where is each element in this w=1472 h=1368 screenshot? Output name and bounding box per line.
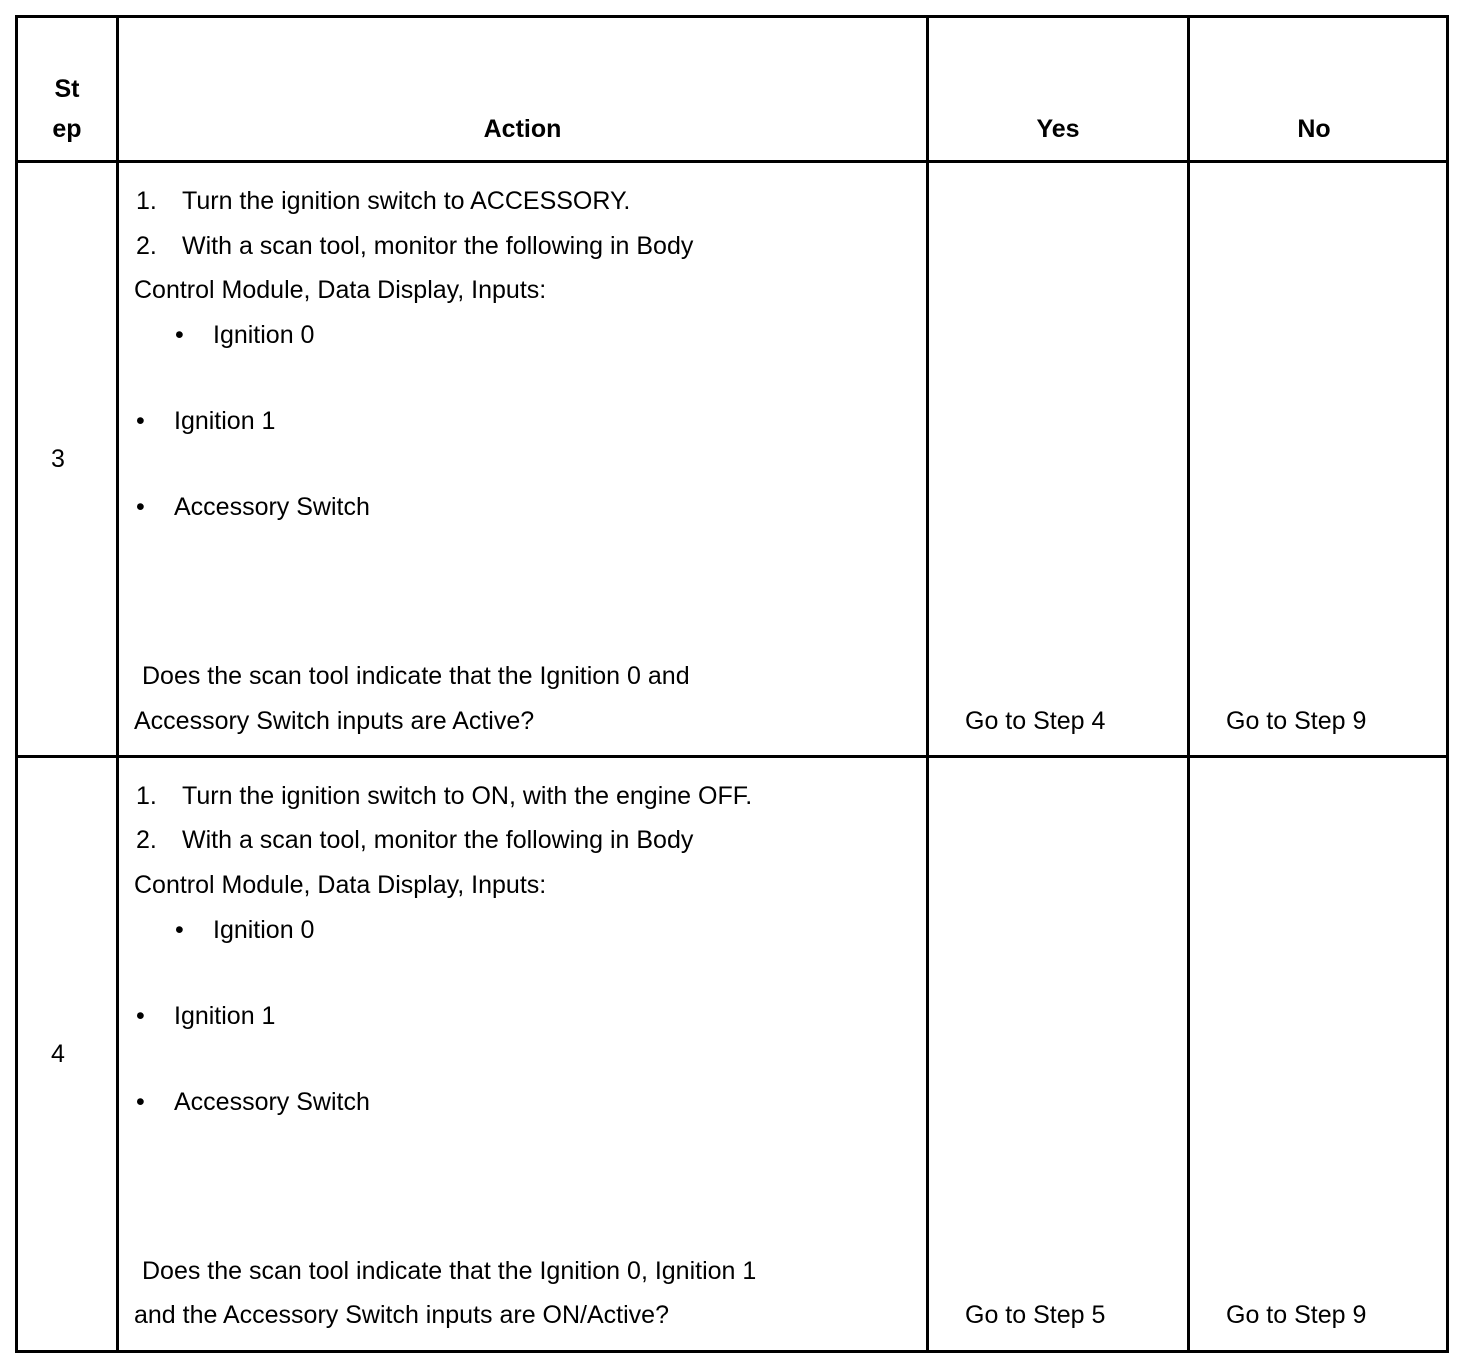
bullet-icon: • <box>136 1002 145 1030</box>
action-item <box>136 781 752 811</box>
item-number: 2. <box>136 232 157 260</box>
header-no: No <box>1297 115 1331 143</box>
action-item <box>136 825 693 855</box>
bullet-text: Accessory Switch <box>174 1088 370 1116</box>
item-text: Turn the ignition switch to ACCESSORY. <box>182 187 631 215</box>
row-divider <box>15 755 1449 758</box>
header-step-line2: ep <box>52 115 82 143</box>
header-divider <box>15 160 1449 163</box>
bullet-text: Ignition 0 <box>213 916 315 944</box>
yes-result: Go to Step 4 <box>965 707 1106 735</box>
item-text: Turn the ignition switch to ON, with the engine OFF. <box>182 782 753 810</box>
no-result: Go to Step 9 <box>1226 1301 1367 1329</box>
bullet-text: Ignition 1 <box>174 407 276 435</box>
item-number: 2. <box>136 826 157 854</box>
action-item <box>136 186 630 216</box>
question-line: Accessory Switch inputs are Active? <box>134 707 535 735</box>
bullet-item <box>136 406 275 436</box>
header-action: Action <box>483 115 562 143</box>
bullet-icon: • <box>136 1088 145 1116</box>
question-line: Does the scan tool indicate that the Ignition 0, Ignition 1 <box>142 1257 757 1285</box>
bullet-item <box>136 492 370 522</box>
step-number: 4 <box>51 1040 65 1068</box>
column-divider-step <box>116 15 119 1353</box>
column-divider-yes <box>1187 15 1190 1353</box>
item-text: With a scan tool, monitor the following in Body <box>182 232 694 260</box>
bullet-icon: • <box>136 407 145 435</box>
bullet-item <box>136 1001 275 1031</box>
bullet-text: Ignition 0 <box>213 321 315 349</box>
header-step-line1: St <box>54 75 80 103</box>
column-divider-action <box>926 15 929 1353</box>
bullet-text: Ignition 1 <box>174 1002 276 1030</box>
header-yes: Yes <box>1036 115 1080 143</box>
bullet-icon: • <box>136 493 145 521</box>
bullet-item <box>136 1087 370 1117</box>
bullet-text: Accessory Switch <box>174 493 370 521</box>
yes-result: Go to Step 5 <box>965 1301 1106 1329</box>
action-item <box>136 231 693 261</box>
no-result: Go to Step 9 <box>1226 707 1367 735</box>
question-line: Does the scan tool indicate that the Ignition 0 and <box>142 662 690 690</box>
item-number: 1. <box>136 187 157 215</box>
item-number: 1. <box>136 782 157 810</box>
bullet-item <box>175 915 314 945</box>
bullet-icon: • <box>175 321 184 349</box>
action-continuation: Control Module, Data Display, Inputs: <box>134 871 547 899</box>
bullet-icon: • <box>175 916 184 944</box>
step-number: 3 <box>51 445 65 473</box>
item-text: With a scan tool, monitor the following in Body <box>182 826 694 854</box>
action-continuation: Control Module, Data Display, Inputs: <box>134 276 547 304</box>
question-line: and the Accessory Switch inputs are ON/Active? <box>134 1301 669 1329</box>
bullet-item <box>175 320 314 350</box>
